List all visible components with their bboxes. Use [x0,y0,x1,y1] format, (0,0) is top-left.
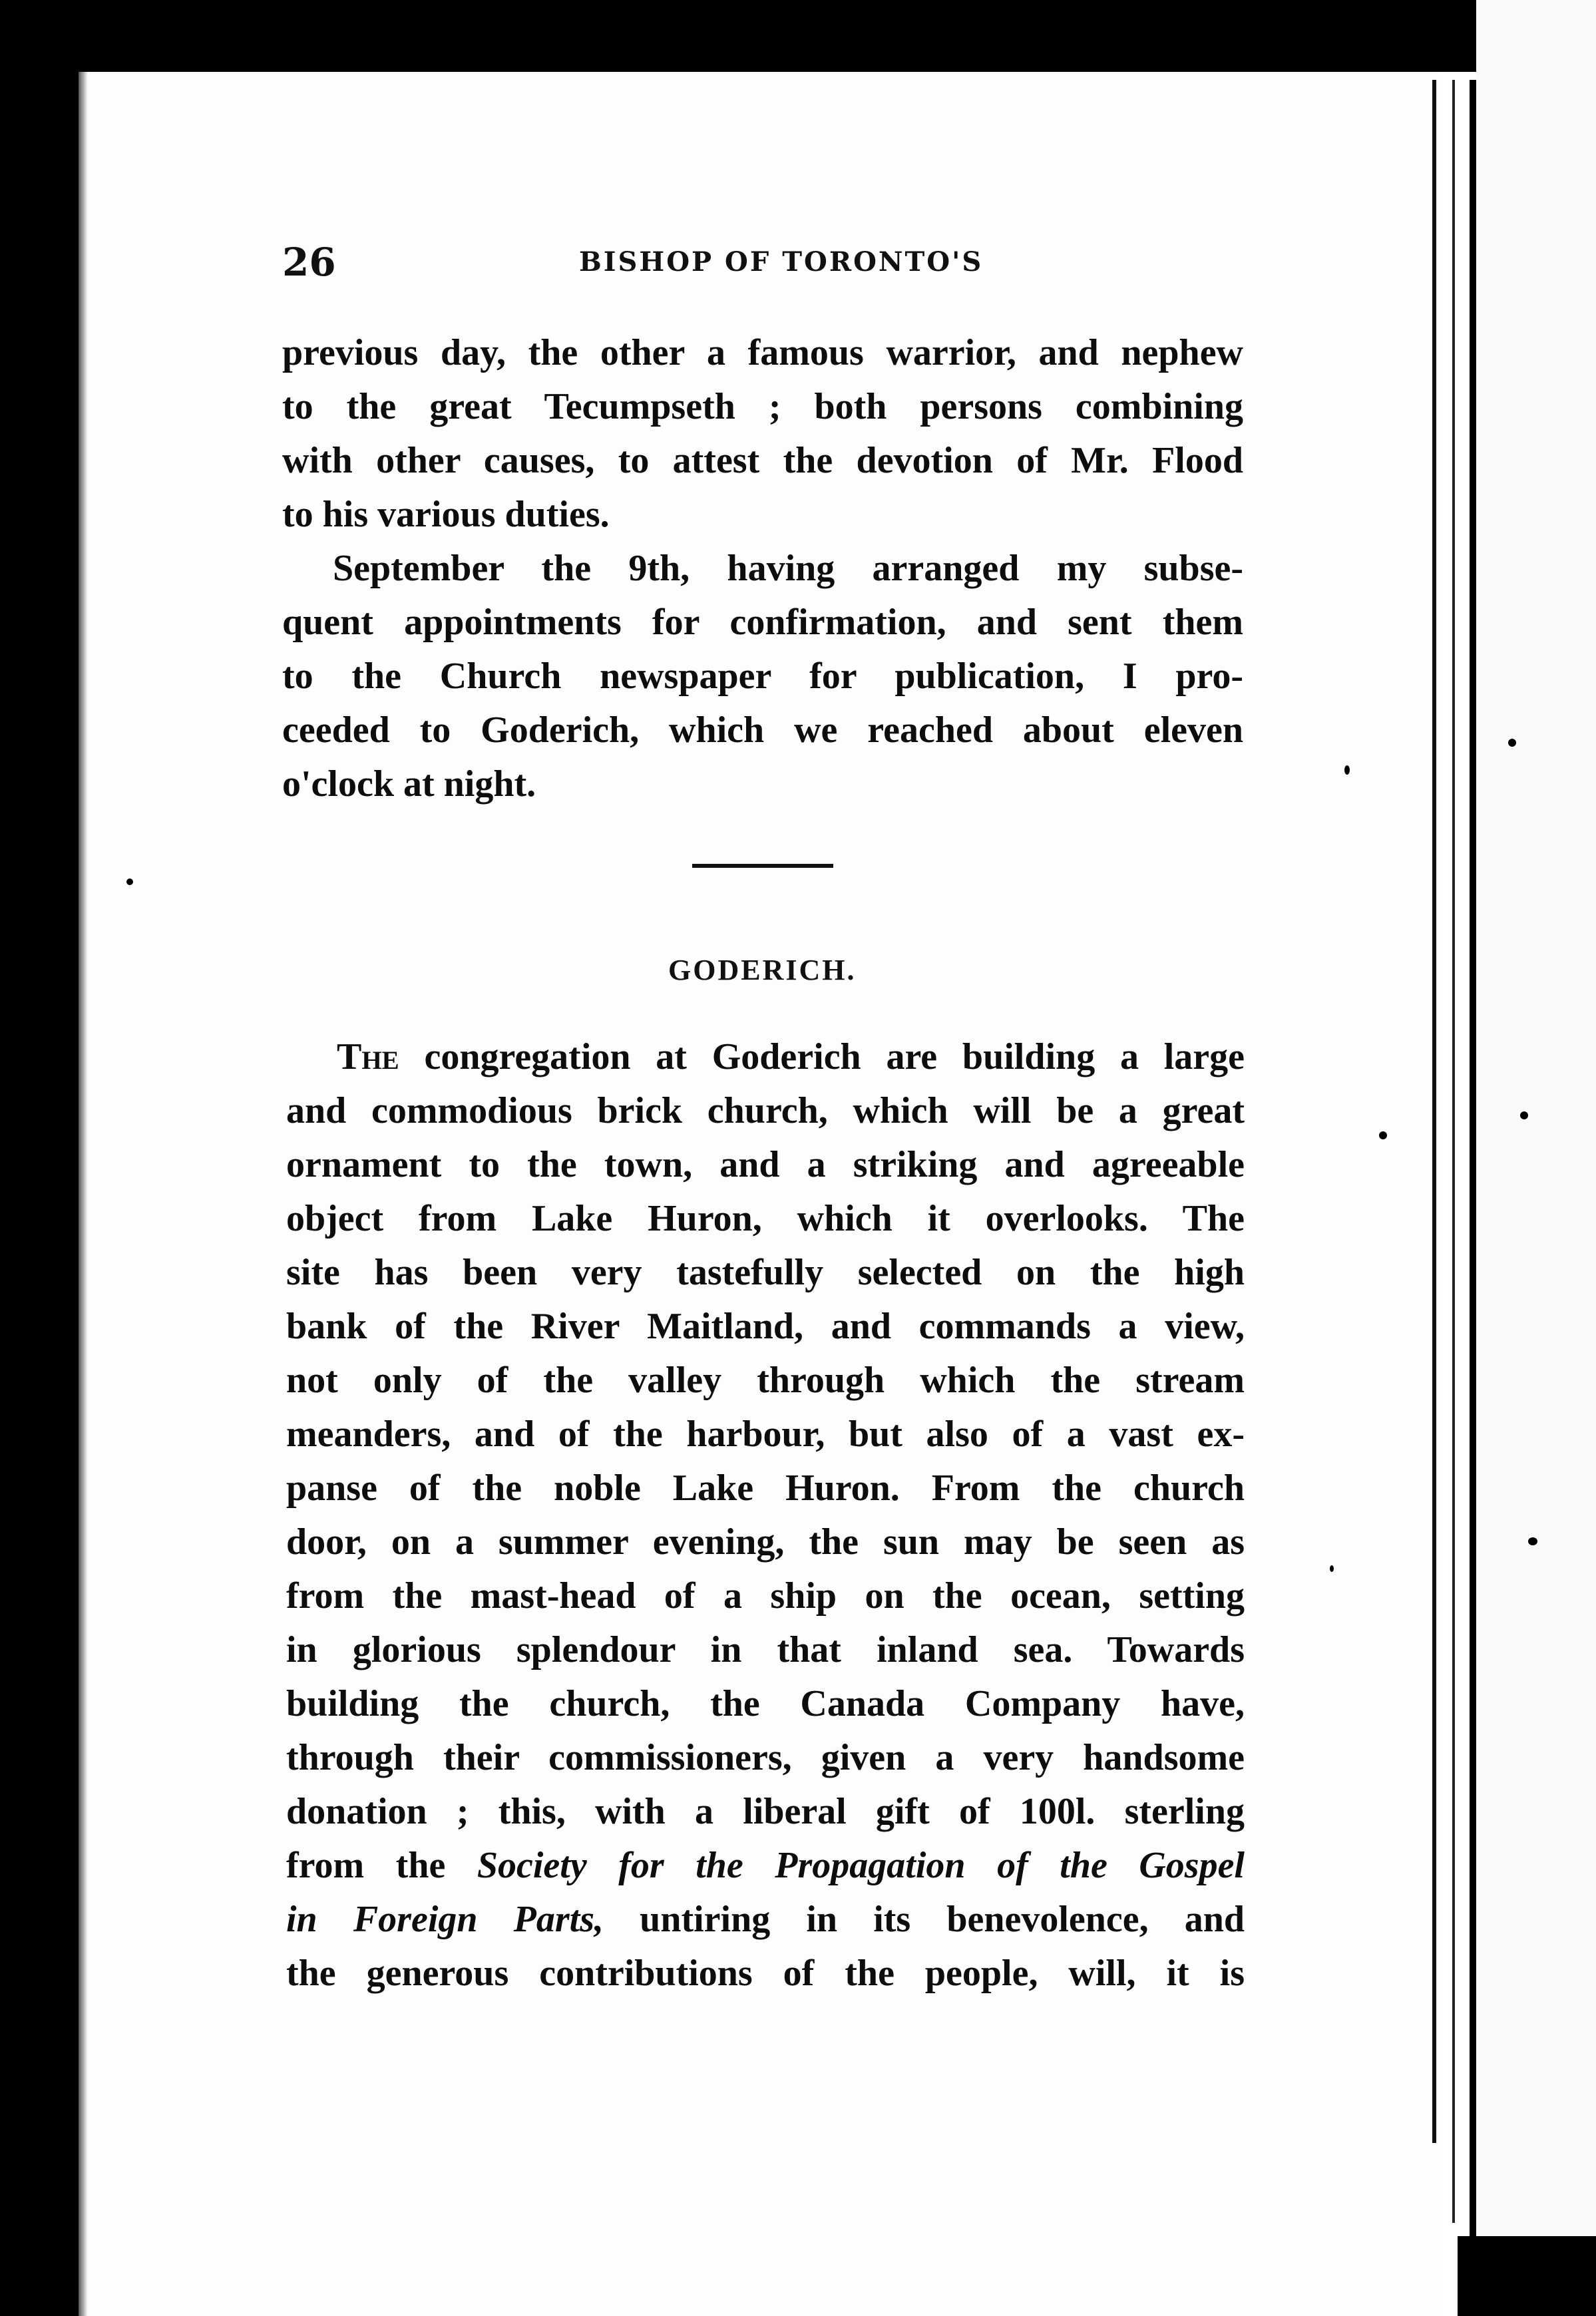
text-line: quent appointments for confirmation, and sent them [282,602,1243,643]
text-line-rest: congregation at Goderich are building a large [424,1036,1245,1077]
text-line-rest: untiring in its benevolence, and [640,1899,1245,1940]
page-edge-shadow [79,72,88,2316]
text-line: September the 9th, having arranged my subse- [333,548,1243,589]
text-line: ceeded to Goderich, which we reached about eleven [282,709,1243,751]
scan-speck [1379,1131,1387,1139]
text-block-top [282,326,1243,811]
text-line: object from Lake Huron, which it overlooks. The [286,1198,1245,1239]
running-head: BISHOP OF TORONTO'S [579,246,984,278]
scanner-border-bottom-right [1458,2236,1596,2316]
text-line: to the great Tecumpseth ; both persons combining [282,386,1243,427]
scan-speck [1344,765,1350,775]
text-line: in glorious splendour in that inland sea. Towards [286,1629,1245,1670]
text-line: the generous contributions of the people, will, it is [286,1953,1245,1994]
society-name: Society for the Propagation of the Gospel [477,1845,1245,1886]
text-line: donation ; this, with a liberal gift of 100l. sterling [286,1791,1245,1832]
text-line: to his various duties. [282,494,610,535]
text-line: ornament to the town, and a striking and agreeable [286,1144,1245,1185]
text-line: o'clock at night. [282,763,536,805]
page-edge-line [1470,80,1476,2276]
page-number: 26 [282,240,336,285]
scan-speck [1528,1537,1537,1545]
scan-speck [1330,1565,1334,1572]
text-line: meanders, and of the harbour, but also of a vast ex- [286,1414,1245,1455]
text-line: bank of the River Maitland, and commands a view, [286,1306,1245,1347]
text-line: through their commissioners, given a very handsome [286,1737,1245,1778]
text-line: not only of the valley through which the stream [286,1360,1245,1401]
page-edge-line [1432,80,1436,2143]
text-line: building the church, the Canada Company have, [286,1683,1245,1724]
section-title: GODERICH. [668,954,857,986]
text-line-prefix: from the [286,1845,446,1886]
section-divider [692,864,833,868]
scan-speck [1508,739,1516,747]
scanner-border-left [0,0,79,2316]
text-line [286,1893,1245,1947]
text-block-goderich [286,1030,1245,2001]
text-line: site has been very tastefully selected on the high [286,1252,1245,1293]
adjacent-page [1476,0,1596,2316]
text-line: previous day, the other a famous warrior, and nephew [282,332,1243,373]
text-line [286,1030,1245,1084]
society-name: in Foreign Parts, [286,1899,604,1940]
scan-speck [1520,1111,1528,1119]
text-line: door, on a summer evening, the sun may be seen as [286,1521,1245,1563]
text-line: to the Church newspaper for publication, I pro- [282,656,1243,697]
text-line: and commodious brick church, which will be a great [286,1090,1245,1131]
drop-word: The [337,1036,399,1077]
page-edge-line [1452,80,1455,2223]
text-line: panse of the noble Lake Huron. From the church [286,1467,1245,1509]
text-line: with other causes, to attest the devotion of Mr. Flood [282,440,1243,481]
scan-speck [126,878,133,885]
text-line [286,1839,1245,1893]
text-line: from the mast-head of a ship on the ocean, setting [286,1575,1245,1617]
